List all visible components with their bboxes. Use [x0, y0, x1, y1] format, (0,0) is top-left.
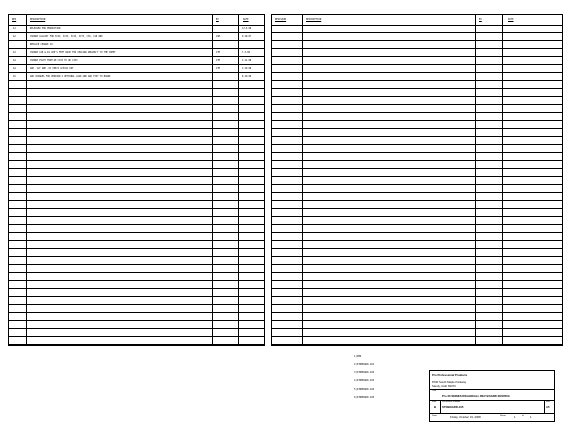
table-row	[9, 97, 264, 105]
revision-table-left	[8, 14, 265, 346]
table-row	[272, 233, 562, 241]
table-row	[272, 129, 562, 137]
table-row	[272, 289, 562, 297]
table-row	[272, 57, 562, 65]
table-row	[9, 73, 264, 81]
table-row	[9, 113, 264, 121]
table-cell: ADD .1uF AND .01 VP871 AC3X41 DUT	[30, 66, 74, 70]
table-cell: REPLACE CHANGE 19.	[30, 42, 54, 46]
table-row	[272, 281, 562, 289]
table-row	[272, 201, 562, 209]
table-row	[9, 305, 264, 313]
table-row	[272, 105, 562, 113]
table-row	[9, 33, 264, 41]
note-item: 1)SMD	[354, 354, 362, 358]
table-row	[9, 193, 264, 201]
table-row	[9, 225, 264, 233]
table-cell: A4	[13, 58, 16, 62]
header-rev: REV	[12, 18, 17, 21]
title-label: Title	[432, 390, 437, 392]
table-row	[9, 129, 264, 137]
table-row	[9, 153, 264, 161]
table-cell: A1	[13, 26, 16, 30]
table-row	[9, 169, 264, 177]
table-row	[272, 137, 562, 145]
of-label: of	[522, 415, 524, 417]
table-row	[9, 249, 264, 257]
header-by: BY	[479, 18, 482, 21]
sheet-label: Sheet	[500, 415, 506, 417]
rev-value: A5	[546, 405, 550, 409]
sheet-number: 1	[514, 415, 516, 419]
note-item: 5)STDBOARD-104	[354, 387, 375, 391]
table-row	[9, 209, 264, 217]
table-row	[9, 217, 264, 225]
table-cell: 9-18-07	[242, 34, 252, 38]
size-label: Size	[432, 401, 437, 403]
table-cell: CHANGE PILOT FROM UD C233 TO UD C233	[30, 58, 78, 62]
table-row	[272, 177, 562, 185]
table-row	[272, 145, 562, 153]
address-line-2: Sandy, Utah 84070	[432, 384, 456, 388]
table-row	[9, 137, 264, 145]
document-number: STDBOARD-105	[442, 405, 464, 409]
table-cell: 2-11-08	[242, 58, 252, 62]
table-cell: 2-19-08	[242, 66, 252, 70]
header-description: DESCRIPTION	[306, 18, 322, 21]
table-row	[272, 313, 562, 321]
table-row	[9, 25, 264, 33]
table-cell: RELEASED FOR PRODUCTION	[30, 26, 61, 30]
table-cell: ADD CHANGES FOR VERSION 2 OPTIONAL LOAD AND ADD FIXY TO BOARD	[30, 74, 111, 78]
table-cell: JTM	[216, 58, 220, 62]
header-by: BY	[216, 18, 219, 21]
drawing-title: Pro 20 SERIES RX/AHD/ALL REV BOARD 28/1050A	[442, 394, 510, 398]
date-label: Date:	[432, 415, 438, 417]
table-row	[9, 81, 264, 89]
table-row	[272, 337, 562, 345]
table-row	[272, 121, 562, 129]
note-item: 6)STDBOARD-105	[354, 396, 375, 400]
table-row	[9, 121, 264, 129]
note-item: 4)STDBOARD-103	[354, 379, 375, 383]
table-cell: CHANGE CALLOUT FOR 3C32, 3C33, 3C23, 3C73, C36, C40 AND	[30, 34, 103, 38]
table-row	[272, 257, 562, 265]
table-row	[272, 185, 562, 193]
table-row	[272, 305, 562, 313]
table-row	[272, 321, 562, 329]
header-date: DATE	[243, 18, 249, 21]
size-value: B	[434, 405, 437, 409]
table-cell: JTM	[216, 66, 220, 70]
table-row	[272, 329, 562, 337]
table-cell: A3	[13, 50, 16, 54]
date-value: Friday, October 31, 2008	[450, 415, 481, 419]
table-row	[9, 257, 264, 265]
table-row	[9, 321, 264, 329]
header-revision: REVISION	[275, 18, 287, 21]
table-row	[9, 297, 264, 305]
table-row	[272, 97, 562, 105]
sheet-total: 1	[530, 415, 532, 419]
table-row	[9, 273, 264, 281]
table-row	[272, 273, 562, 281]
table-row	[9, 161, 264, 169]
table-row	[9, 265, 264, 273]
document-number-label: Document Number	[442, 401, 461, 403]
table-cell: CHANGE C40 & R1 LEN'S FEET WAVE FOR SPACING WOULDN'T TO THE SHEET	[30, 50, 116, 54]
table-row	[9, 185, 264, 193]
table-row	[272, 169, 562, 177]
table-row	[9, 329, 264, 337]
table-row	[9, 57, 264, 65]
table-row	[272, 33, 562, 41]
table-cell: A4	[13, 66, 16, 70]
table-row	[9, 241, 264, 249]
note-item: 3)STDBOARD-102	[354, 371, 375, 375]
table-row	[272, 217, 562, 225]
table-row	[272, 153, 562, 161]
table-row	[272, 65, 562, 73]
table-row	[272, 73, 562, 81]
table-row	[9, 281, 264, 289]
company-name: Pro Professional Products	[432, 373, 468, 377]
table-cell: JTM	[216, 50, 220, 54]
table-row	[272, 41, 562, 49]
table-cell: A5	[13, 74, 16, 78]
header-description: DESCRIPTION	[30, 18, 46, 21]
table-row	[272, 113, 562, 121]
table-row	[9, 313, 264, 321]
table-cell: 8-10-09	[242, 74, 252, 78]
table-row	[272, 249, 562, 257]
table-row	[9, 201, 264, 209]
title-block	[429, 370, 555, 422]
table-row	[9, 105, 264, 113]
table-row	[272, 209, 562, 217]
revision-table-right	[271, 14, 563, 346]
header-date: DATE	[508, 18, 514, 21]
table-row	[272, 81, 562, 89]
table-row	[9, 289, 264, 297]
table-row	[272, 89, 562, 97]
table-cell: A2	[13, 34, 16, 38]
rev-label: Rev	[546, 401, 550, 403]
notes-list	[354, 350, 374, 403]
table-row	[272, 25, 562, 33]
table-cell: 7-3-08	[242, 50, 250, 54]
note-item: 2)STDBOARD-101	[354, 362, 375, 366]
table-row	[272, 225, 562, 233]
table-row	[9, 41, 264, 49]
table-row	[272, 265, 562, 273]
table-row	[272, 161, 562, 169]
table-row	[272, 297, 562, 305]
table-row	[9, 89, 264, 97]
table-cell: JGM	[216, 34, 220, 38]
table-row	[9, 49, 264, 57]
table-row	[9, 145, 264, 153]
address-line-1: 8700 South Maple Parkway	[432, 380, 467, 384]
table-row	[272, 49, 562, 57]
table-cell: 12-5-08	[242, 26, 252, 30]
table-row	[9, 65, 264, 73]
table-row	[9, 337, 264, 345]
table-row	[9, 177, 264, 185]
table-row	[9, 233, 264, 241]
table-row	[272, 193, 562, 201]
table-row	[272, 241, 562, 249]
